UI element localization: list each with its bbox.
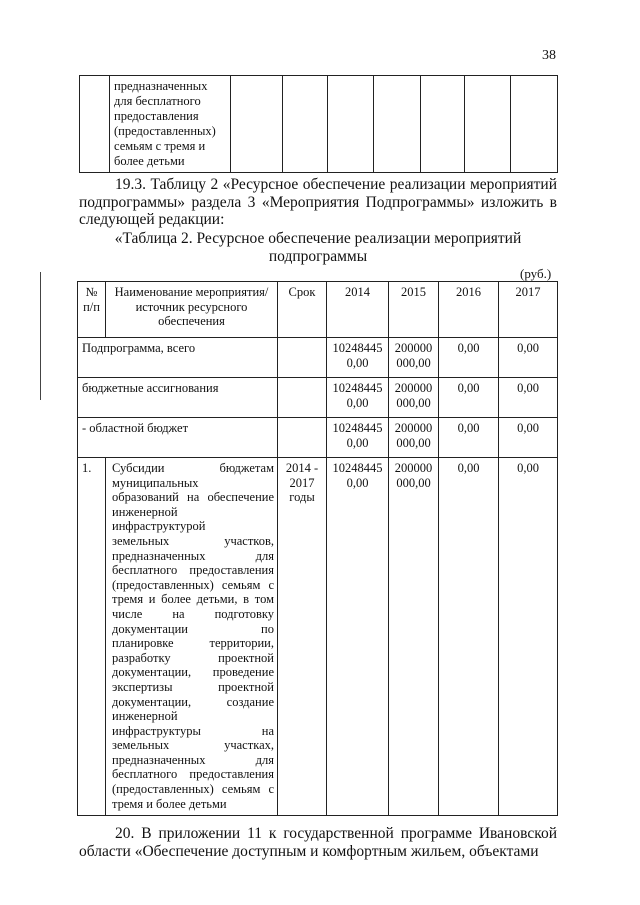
page-number: 38 (542, 48, 556, 63)
text-line: разработку проектной (112, 650, 274, 665)
table-row-item-1 (78, 458, 558, 816)
units-label: (руб.) (520, 266, 552, 281)
cell-2015: 200000 000,00 (389, 418, 439, 458)
text-line: тремя и более детьми, в том (112, 592, 274, 607)
cell-2016: 0,00 (439, 458, 499, 816)
text-line: семьям с тремя и (114, 139, 206, 153)
table-row (78, 338, 558, 378)
text-line: для бесплатного (114, 94, 201, 108)
table-row (78, 418, 558, 458)
table-row (78, 378, 558, 418)
cell-2016: 0,00 (439, 338, 499, 378)
text-line: Субсидии бюджетам (112, 461, 274, 475)
text-line: земельных участков, (112, 533, 274, 548)
text-line: тремя и более детьми (112, 796, 227, 811)
scan-artifact-line (40, 272, 41, 400)
text-line: земельных участках, (112, 738, 274, 753)
cell-2017: 0,00 (499, 418, 558, 458)
text-line: (предоставленных) семьям с (112, 782, 274, 797)
cell-2016: 0,00 (439, 418, 499, 458)
text-line: инженерной (112, 504, 178, 519)
continued-description (110, 76, 231, 173)
cell-2017: 0,00 (499, 338, 558, 378)
text-line: инфраструктурой (112, 519, 206, 534)
text-line: предназначенных для (112, 752, 274, 767)
cell-2017: 0,00 (499, 378, 558, 418)
cell-2014: 10248445 0,00 (327, 378, 389, 418)
text-line: (предоставленных) семьям с (112, 577, 274, 592)
text-line: экспертизы проектной (112, 679, 274, 694)
paragraph-19-3: 19.3. Таблицу 2 «Ресурсное обеспечение реализации мероприятий подпрограммы» раздела 3 «Мероприятия Подпрограммы» изложить в следующей редакции: (79, 176, 557, 228)
paragraph-20: 20. В приложении 11 к государственной программе Ивановской области «Обеспечение доступным и комфортным жильем, объектами (79, 825, 557, 860)
resource-table (77, 281, 558, 816)
text-line: муниципальных (112, 475, 199, 490)
table-row (80, 76, 558, 173)
text-line: бесплатного предоставления (112, 563, 274, 578)
header-2015: 2015 (389, 282, 439, 338)
text-line: документации, создание (112, 694, 274, 709)
cell-2014: 10248445 0,00 (327, 458, 389, 816)
text-line: образований на обеспечение (112, 490, 274, 505)
row-label: - областной бюджет (78, 418, 278, 458)
row-label: Подпрограмма, всего (78, 338, 278, 378)
text-line: инженерной (112, 709, 178, 724)
row-label: бюджетные ассигнования (78, 378, 278, 418)
item-description (106, 458, 278, 816)
continued-table (79, 75, 558, 173)
cell-2016: 0,00 (439, 378, 499, 418)
cell-2015: 200000 000,00 (389, 338, 439, 378)
header-row (78, 282, 558, 338)
text-line: более детьми (114, 154, 185, 168)
header-num: № п/п (78, 282, 106, 338)
table-title (79, 230, 557, 265)
text-line: бесплатного предоставления (112, 767, 274, 782)
table-title-line-1: «Таблица 2. Ресурсное обеспечение реализации мероприятий (114, 230, 522, 247)
text-line: числе на подготовку (112, 606, 274, 621)
text-line: планировке территории, (112, 636, 274, 651)
header-term: Срок (278, 282, 327, 338)
cell-2014: 10248445 0,00 (327, 418, 389, 458)
text-line: инфраструктуры на (112, 723, 274, 738)
text-line: предназначенных для (112, 548, 274, 563)
text-line: документации по (112, 621, 274, 636)
header-2014: 2014 (327, 282, 389, 338)
text-line: документации, проведение (112, 665, 274, 680)
text-line: (предоставленных) (114, 124, 216, 138)
text-line: предоставления (114, 109, 199, 123)
text-line: предназначенных (114, 79, 208, 93)
header-2017: 2017 (499, 282, 558, 338)
table-title-line-2: подпрограммы (268, 247, 368, 265)
item-num: 1. (78, 458, 106, 816)
cell-2014: 10248445 0,00 (327, 338, 389, 378)
header-name: Наименование мероприятия/источник ресурсного обеспечения (106, 282, 278, 338)
cell-2017: 0,00 (499, 458, 558, 816)
header-2016: 2016 (439, 282, 499, 338)
cell-2015: 200000 000,00 (389, 378, 439, 418)
cell-2015: 200000 000,00 (389, 458, 439, 816)
item-term: 2014 - 2017 годы (278, 458, 327, 816)
